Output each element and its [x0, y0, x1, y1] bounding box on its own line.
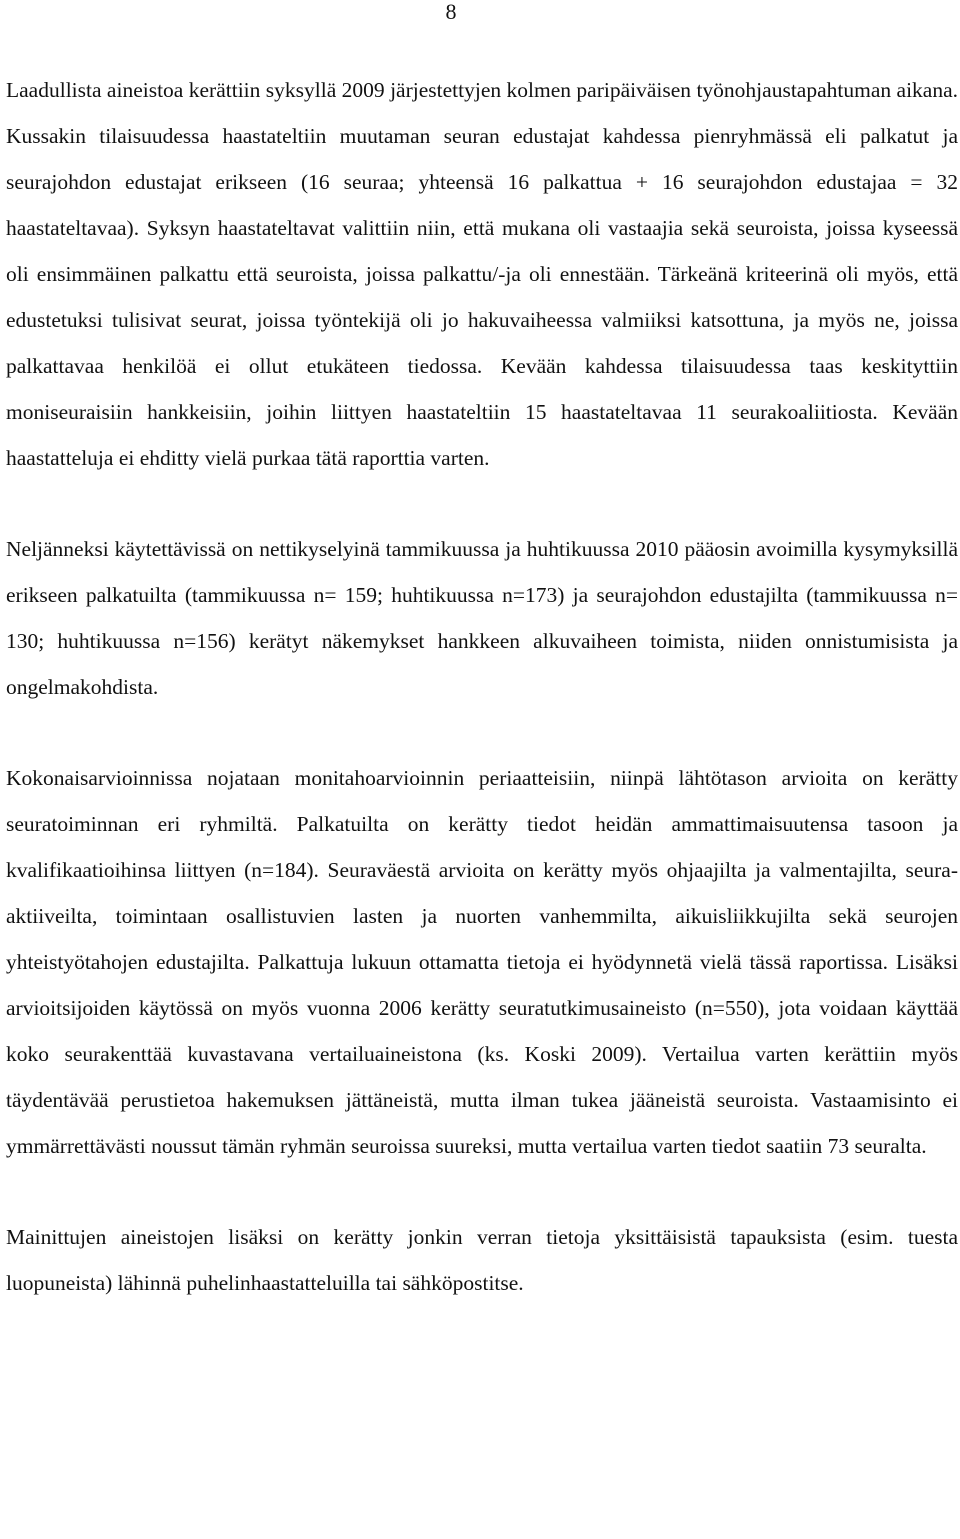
paragraph-overall-evaluation: Kokonaisarvioinnissa nojataan monitahoarvioinnin periaatteisiin, niinpä lähtötason arvioita on kerätty seuratoiminnan eri ryhmiltä. Palkatuilta on kerätty tiedot heidän ammattimaisuutensa tasoon ja kvalifikaatioihinsa liittyen (n=184). Seuraväestä arvioita on kerätty myös ohjaajilta ja valmentajilta, seura-aktiiveilta, toimintaan osallistuvien lasten ja nuorten vanhemmilta, aikuisliikkujilta sekä seurojen yhteistyötahojen edustajilta. Palkattuja lukuun ottamatta tietoja ei hyödynnetä vielä tässä raportissa. Lisäksi arvioitsijoiden käytössä on myös vuonna 2006 kerätty seuratutkimusaineisto (n=550), jota voidaan käyttää koko seurakenttää kuvastavana vertailuaineistona (ks. Koski 2009). Vertailua varten kerättiin myös täydentävää perustietoa hakemuksen jättäneistä, mutta ilman tukea jääneistä seuroista. Vastaamisinto ei ymmärrettävästi noussut tämän ryhmän seuroissa suureksi, mutta vertailua varten tiedot saatiin 73 seuralta. [6, 766, 958, 1158]
paragraph-qualitative-data: Laadullista aineistoa kerättiin syksyllä 2009 järjestettyjen kolmen paripäiväisen työnohjaustapahtuman aikana. Kussakin tilaisuudessa haastateltiin muutaman seuran edustajat kahdessa pienryhmässä eli palkatut ja seurajohdon edustajat erikseen (16 seuraa; yhteensä 16 palkattua + 16 seurajohdon edustajaa = 32 haastateltavaa). Syksyn haastateltavat valittiin niin, että mukana oli vastaajia sekä seuroista, joissa kyseessä oli ensimmäinen palkattu että seuroista, joissa palkattu/-ja oli ennestään. Tärkeänä kriteerinä oli myös, että edustetuksi tulisivat seurat, joissa työntekijä oli jo hakuvaiheessa valmiiksi katsottuna, ja myös ne, joissa palkattavaa henkilöä ei ollut etukäteen tiedossa. Kevään kahdessa tilaisuudessa taas keskityttiin moniseuraisiin hankkeisiin, joihin liittyen haastateltiin 15 haastateltavaa 11 seurakoaliitiosta. Kevään haastatteluja ei ehditty vielä purkaa tätä raporttia varten. [6, 78, 958, 470]
page-number: 8 [445, 0, 457, 24]
paragraph-additional-data: Mainittujen aineistojen lisäksi on kerätty jonkin verran tietoja yksittäisistä tapauksista (esim. tuesta luopuneista) lähinnä puhelinhaastatteluilla tai sähköpostitse. [6, 1225, 958, 1295]
document-body [6, 67, 958, 1306]
paragraph-web-surveys: Neljänneksi käytettävissä on nettikyselyinä tammikuussa ja huhtikuussa 2010 pääosin avoimilla kysymyksillä erikseen palkatuilta (tammikuussa n= 159; huhtikuussa n=173) ja seurajohdon edustajilta (tammikuussa n= 130; huhtikuussa n=156) kerätyt näkemykset hankkeen alkuvaiheen toimista, niiden onnistumisista ja ongelmakohdista. [6, 537, 958, 699]
